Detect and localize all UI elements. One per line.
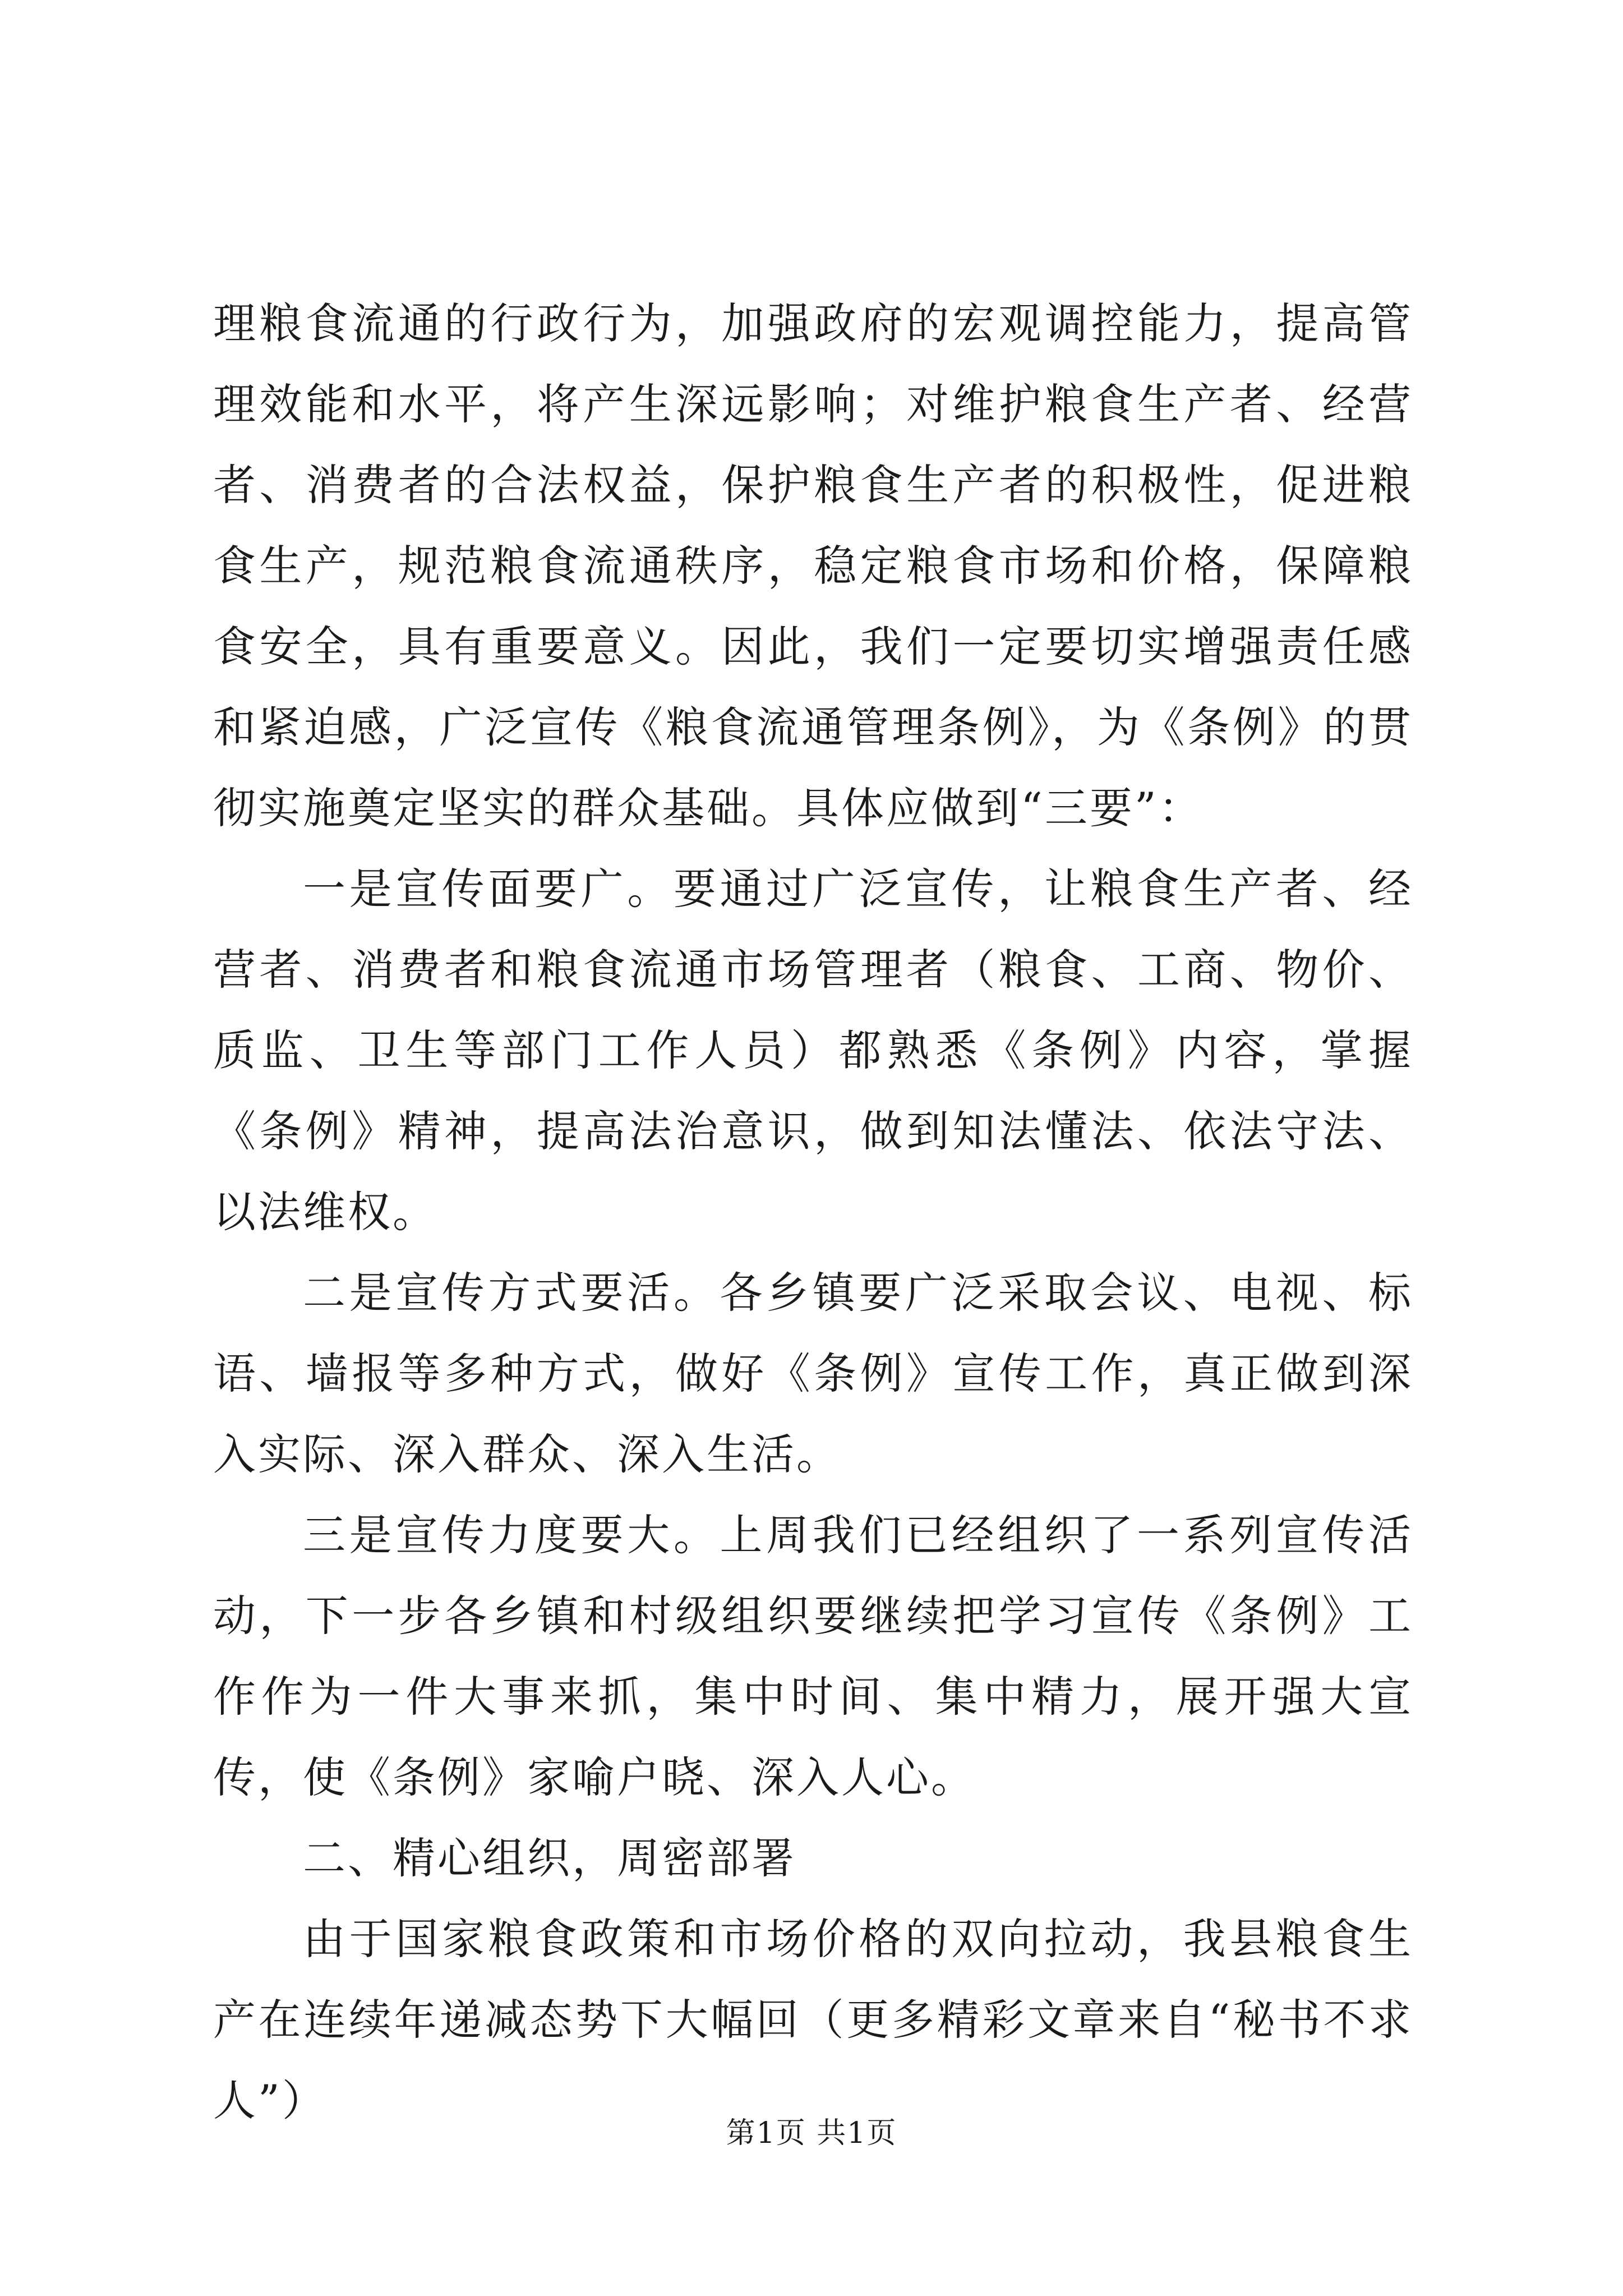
paragraph-section-two: 由于国家粮食政策和市场价格的双向拉动，我县粮食生产在连续年递减态势下大幅回（更多精彩文章来自“秘书不求人”） bbox=[213, 1914, 1413, 2125]
document-body bbox=[213, 283, 1413, 2141]
paragraph-continuation: 理粮食流通的行政行为，加强政府的宏观调控能力，提高管理效能和水平，将产生深远影响；对维护粮食生产者、经营者、消费者的合法权益，保护粮食生产者的积极性，促进粮食生产，规范粮食流通秩序，稳定粮食市场和价格，保障粮食安全，具有重要意义。因此，我们一定要切实增强责任感和紧迫感，广泛宣传《粮食流通管理条例》，为《条例》的贯彻实施奠定坚实的群众基础。具体应做到“三要”： bbox=[213, 298, 1413, 833]
page-footer: 第1页 共1页 bbox=[726, 2116, 897, 2150]
paragraph-point-three: 三是宣传力度要大。上周我们已经组织了一系列宣传活动，下一步各乡镇和村级组织要继续把学习宣传《条例》工作作为一件大事来抓，集中时间、集中精力，展开强大宣传，使《条例》家喻户晓、深入人心。 bbox=[213, 1510, 1413, 1802]
paragraph-point-one: 一是宣传面要广。要通过广泛宣传，让粮食生产者、经营者、消费者和粮食流通市场管理者（粮食、工商、物价、质监、卫生等部门工作人员）都熟悉《条例》内容，掌握《条例》精神，提高法治意识，做到知法懂法、依法守法、以法维权。 bbox=[213, 864, 1413, 1237]
paragraph-point-two: 二是宣传方式要活。各乡镇要广泛采取会议、电视、标语、墙报等多种方式，做好《条例》宣传工作，真正做到深入实际、深入群众、深入生活。 bbox=[213, 1268, 1413, 1479]
section-heading: 二、精心组织，周密部署 bbox=[303, 1833, 796, 1883]
